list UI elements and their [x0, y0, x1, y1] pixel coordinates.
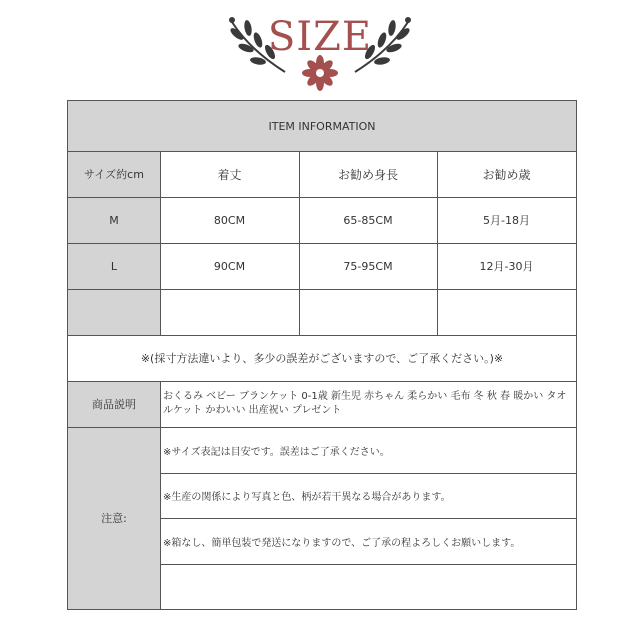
- table-cell: [160, 289, 299, 335]
- table-cell: 75-95CM: [343, 259, 393, 273]
- caution-item: ※サイズ表記は目安です。誤差はご了承ください。: [163, 446, 390, 458]
- table-divider: [68, 151, 576, 152]
- measurement-note: ※(採寸方法違いより、多少の誤差がございますので、ご了承ください。)※: [140, 352, 504, 365]
- table-divider: [68, 427, 576, 428]
- size-title: SIZE: [267, 14, 373, 60]
- table-caption: ITEM INFORMATION: [68, 101, 576, 151]
- table-cell: 80CM: [213, 213, 246, 227]
- table-divider: [160, 473, 576, 474]
- table-divider: [68, 381, 576, 382]
- table-cell: 90CM: [213, 259, 246, 273]
- table-cell: [437, 289, 576, 335]
- table-cell: 5月-18月: [483, 214, 530, 227]
- table-divider: [68, 243, 576, 244]
- product-description: おくるみ ベビー ブランケット 0-1歳 新生児 赤ちゃん 柔らかい 毛布 冬 秋 春 暖かい タオルケット かわいい 出産祝い プレゼント: [163, 391, 567, 416]
- table-divider: [160, 564, 576, 565]
- caution-item: ※生産の関係により写真と色、柄が若干異なる場合があります。: [163, 492, 451, 503]
- table-cell: [299, 289, 437, 335]
- caution-label: 注意:: [68, 427, 160, 609]
- table-divider: [299, 151, 300, 335]
- row-size-label: M: [68, 197, 160, 243]
- row-size-label: L: [68, 243, 160, 289]
- table-divider: [68, 197, 576, 198]
- table-divider: [68, 335, 576, 336]
- header-age: お勧め歳: [482, 167, 531, 182]
- table-cell: 12月-30月: [479, 260, 534, 273]
- table-divider: [68, 289, 576, 290]
- header-length: 着丈: [217, 167, 242, 182]
- header-size: サイズ約cm: [68, 151, 160, 197]
- size-table: [67, 100, 577, 610]
- table-divider: [160, 151, 161, 335]
- product-label: 商品説明: [68, 381, 160, 427]
- table-divider: [160, 381, 161, 609]
- caution-item: ※箱なし、簡単包装で発送になりますので、ご了承の程よろしくお願いします。: [163, 537, 521, 549]
- caution-item: [160, 564, 576, 609]
- row-size-label: [68, 289, 160, 335]
- table-divider: [160, 518, 576, 519]
- table-cell: 65-85CM: [343, 213, 393, 227]
- size-header: [0, 0, 640, 100]
- header-height: お勧め身長: [337, 167, 398, 182]
- table-divider: [437, 151, 438, 335]
